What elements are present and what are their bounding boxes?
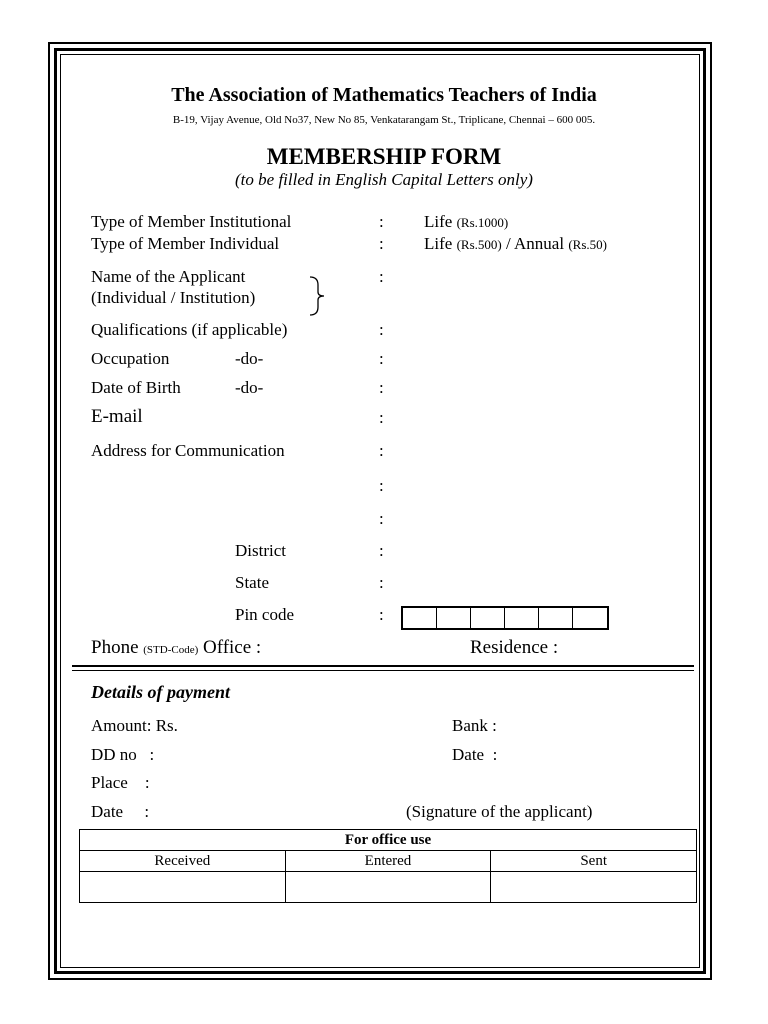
pincode-digit-box[interactable] <box>573 608 607 628</box>
phone-label: Phone <box>91 637 139 658</box>
district-label: District <box>235 541 286 560</box>
table-row <box>80 872 697 903</box>
table-row <box>80 851 697 872</box>
pincode-digit-box[interactable] <box>539 608 573 628</box>
life-label: Life <box>424 234 453 253</box>
form-title: MEMBERSHIP FORM <box>266 144 502 169</box>
curly-brace-icon <box>308 275 332 317</box>
pincode-digit-box[interactable] <box>471 608 505 628</box>
column-entered: Entered <box>285 851 491 872</box>
signature-label: (Signature of the applicant) <box>406 802 593 821</box>
annual-fee: (Rs.50) <box>568 237 607 252</box>
applicant-name-label: Name of the Applicant <box>91 267 246 286</box>
payment-heading: Details of payment <box>91 682 230 702</box>
std-code-label: (STD-Code) <box>143 644 199 656</box>
colon: : <box>379 234 384 253</box>
bank-label: Bank : <box>452 716 497 735</box>
association-address: B-19, Vijay Avenue, Old No37, New No 85, Venkatarangam St., Triplicane, Chennai – 600 005. <box>172 114 596 126</box>
life-fee: (Rs.1000) <box>456 215 509 230</box>
applicant-type-label: (Individual / Institution) <box>91 288 256 307</box>
received-cell[interactable] <box>80 872 286 903</box>
residence-label: Residence : <box>470 637 559 658</box>
member-institutional-value <box>424 212 508 232</box>
life-label: Life <box>424 212 453 231</box>
phone-row <box>91 637 261 659</box>
qualifications-label: Qualifications (if applicable) <box>91 320 288 339</box>
association-title: The Association of Mathematics Teachers of India <box>171 84 597 106</box>
colon: : <box>379 476 384 495</box>
ditto-label: -do- <box>235 349 264 368</box>
ditto-label: -do- <box>235 378 264 397</box>
life-fee: (Rs.500) <box>456 237 502 252</box>
office-use-heading: For office use <box>80 830 697 851</box>
colon: : <box>379 349 384 368</box>
sent-cell[interactable] <box>491 872 697 903</box>
pincode-digit-box[interactable] <box>437 608 471 628</box>
email-label: E-mail <box>91 406 143 427</box>
office-label: Office : <box>203 637 262 658</box>
dob-label: Date of Birth <box>91 378 181 397</box>
pincode-boxes[interactable] <box>401 606 609 630</box>
colon: : <box>379 378 384 397</box>
divider-line <box>72 665 694 667</box>
colon: : <box>379 267 384 286</box>
colon: : <box>379 408 384 427</box>
divider-line <box>72 670 694 671</box>
member-institutional-label: Type of Member Institutional <box>91 212 292 231</box>
address-label: Address for Communication <box>91 441 285 460</box>
entered-cell[interactable] <box>285 872 491 903</box>
colon: : <box>379 441 384 460</box>
pincode-label: Pin code <box>235 605 295 624</box>
colon: : <box>379 573 384 592</box>
dd-no-label: DD no : <box>91 745 155 764</box>
dd-date-label: Date : <box>452 745 498 764</box>
member-individual-value <box>424 234 607 254</box>
pincode-digit-box[interactable] <box>403 608 437 628</box>
form-subtitle: (to be filled in English Capital Letters only) <box>235 170 533 189</box>
place-label: Place : <box>91 773 150 792</box>
colon: : <box>379 541 384 560</box>
office-use-table <box>79 829 697 903</box>
amount-label: Amount: Rs. <box>91 716 178 735</box>
date-label: Date : <box>91 802 150 821</box>
member-individual-label: Type of Member Individual <box>91 234 280 253</box>
table-row <box>80 830 697 851</box>
colon: : <box>379 605 384 624</box>
colon: : <box>379 212 384 231</box>
colon: : <box>379 509 384 528</box>
column-received: Received <box>80 851 286 872</box>
annual-label: / Annual <box>505 234 565 253</box>
state-label: State <box>235 573 269 592</box>
occupation-label: Occupation <box>91 349 170 368</box>
column-sent: Sent <box>491 851 697 872</box>
pincode-digit-box[interactable] <box>505 608 539 628</box>
colon: : <box>379 320 384 339</box>
